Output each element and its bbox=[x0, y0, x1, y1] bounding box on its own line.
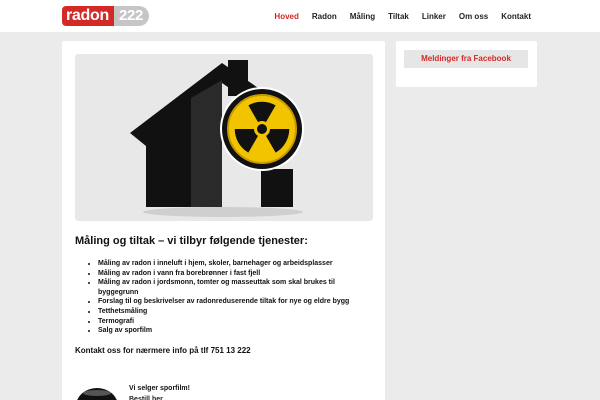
services-section bbox=[75, 234, 375, 356]
services-heading: Måling og tiltak – vi tilbyr følgende tjenester: bbox=[75, 235, 308, 247]
list-item: • Tetthetsmåling bbox=[98, 307, 375, 317]
logo-text-radon: radon bbox=[62, 6, 114, 26]
nav-item-om-oss[interactable]: Om oss bbox=[458, 11, 489, 21]
list-item: • Måling av radon i inneluft i hjem, skoler, barnehager og arbeidsplasser bbox=[98, 259, 375, 269]
list-item: • Salg av sporfilm bbox=[98, 326, 375, 336]
logo-text-number: 222 bbox=[114, 6, 149, 26]
site-logo[interactable] bbox=[62, 6, 149, 26]
top-bar bbox=[0, 0, 600, 32]
sporfilm-order-link[interactable]: Bestill her bbox=[129, 396, 163, 400]
nav-item-radon[interactable]: Radon bbox=[311, 11, 337, 21]
main-nav bbox=[274, 0, 531, 32]
nav-item-maling[interactable]: Måling bbox=[349, 11, 376, 21]
services-list bbox=[75, 259, 375, 336]
sporfilm-icon bbox=[75, 384, 119, 400]
nav-item-kontakt[interactable]: Kontakt bbox=[501, 11, 531, 21]
list-item: • Termografi bbox=[98, 317, 375, 327]
facebook-messages-button[interactable]: Meldinger fra Facebook bbox=[404, 50, 528, 68]
sporfilm-title: Vi selger sporfilm! bbox=[129, 385, 190, 392]
main-content bbox=[62, 41, 385, 400]
nav-item-tiltak[interactable]: Tiltak bbox=[388, 11, 409, 21]
contact-info: Kontakt oss for nærmere info på tlf 751 13 222 bbox=[75, 345, 251, 355]
nav-item-linker[interactable]: Linker bbox=[421, 11, 446, 21]
hero-image bbox=[75, 54, 373, 221]
sporfilm-promo[interactable] bbox=[75, 384, 375, 400]
sidebar bbox=[396, 41, 537, 87]
nav-item-hoved[interactable]: Hoved bbox=[274, 11, 299, 21]
list-item: • Måling av radon i jordsmonn, tomter og masseuttak som skal brukes til byggegrunn bbox=[98, 278, 375, 297]
list-item: • Måling av radon i vann fra borebrønner i fast fjell bbox=[98, 269, 375, 279]
list-item: • Forslag til og beskrivelser av radonreduserende tiltak for nye og eldre bygg bbox=[98, 297, 375, 307]
house-radiation-icon bbox=[75, 54, 373, 221]
